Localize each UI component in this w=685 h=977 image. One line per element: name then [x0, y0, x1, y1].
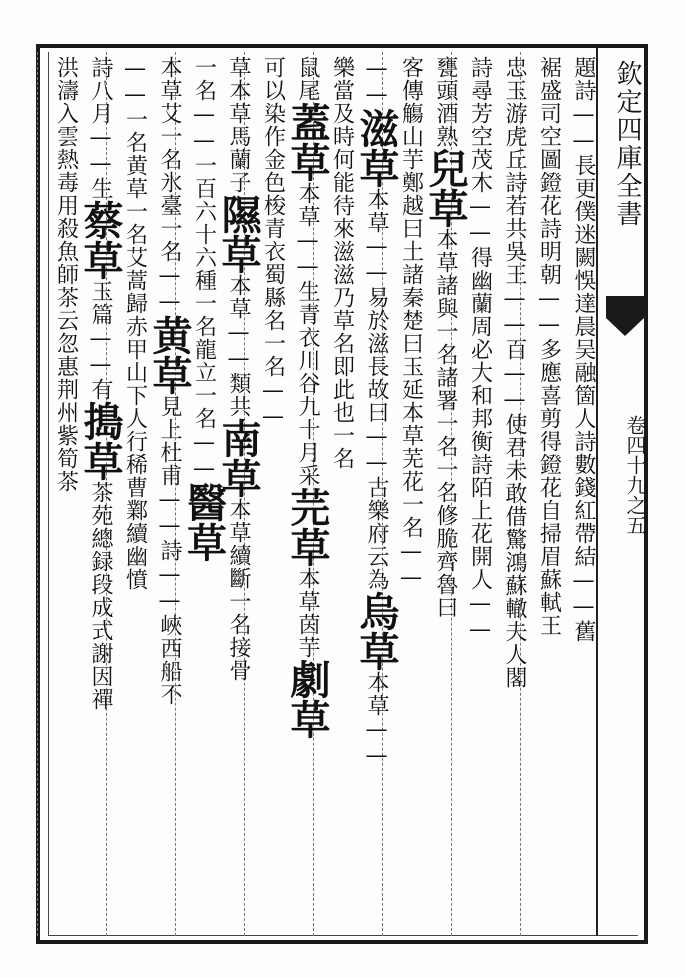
text-run: 山芋鄭越曰土諸秦楚曰玉延本草芜花一名—— — [398, 125, 424, 591]
text-run: 詩八月——生 — [88, 56, 113, 200]
text-run: 洪濤入雲熱 — [53, 56, 79, 171]
text-run: 詩尋芳空茂木——得幽蘭周必大和邦衡詩陌上花開人—— — [467, 56, 493, 643]
text-run: 甕頭酒熟 — [433, 56, 458, 148]
text-run: 歸赤甲山下人行稀曹鄴續幽憤 — [122, 292, 148, 591]
text-run: 本草諸與一名諸署一名 — [433, 228, 458, 458]
text-run: 闕 — [571, 246, 596, 269]
text-column — [39, 56, 83, 934]
text-run: 鼠尾 — [295, 56, 320, 102]
text-run: 忠玉游虎丘詩若共吳王——百——使君未敢借驚鴻蘇轍夫人閣 — [502, 56, 527, 689]
headword: 黄草 — [146, 315, 193, 395]
headword: 滋草 — [353, 108, 400, 188]
text-run: 一名修脆齊魯曰 — [433, 458, 458, 619]
column-divider — [37, 52, 38, 936]
text-run: 客傳觴 — [398, 56, 424, 125]
text-run: 本草馬蘭子 — [226, 79, 251, 194]
text-run: 悞達晨吴融箇人詩數錢紅帶結——舊 — [571, 269, 596, 643]
headword: 兒草 — [422, 148, 469, 228]
text-run: 本草——易於滋長故曰——古樂府云為 — [364, 188, 389, 591]
text-run: 草 — [226, 56, 251, 79]
text-run: 茶苑總録段成式謝因禪 — [88, 481, 113, 711]
text-run: 本草——類共 — [226, 274, 251, 418]
headword: 搗草 — [77, 401, 124, 481]
headword: 隰草 — [215, 194, 262, 274]
headword: 蔡草 — [77, 200, 124, 280]
text-run: 題詩 — [571, 56, 596, 102]
text-run: 裾盛司空圖鐙花詩明朝——多應喜剪得鐙花自掃眉蘇軾王 — [536, 56, 562, 637]
text-run: 一百六十六種 — [191, 154, 217, 292]
volume-label: 卷四十九之五 — [623, 415, 647, 535]
headword: 烏草 — [353, 591, 400, 671]
text-run: 本草——生青衣川谷九十月采 — [295, 182, 320, 487]
headword: 芫草 — [284, 487, 331, 567]
text-run: 玉篇——有 — [88, 280, 113, 401]
gutter-title: 欽定四庫全書 — [612, 60, 642, 228]
headword: 醫草 — [180, 482, 228, 562]
text-run: 一名—— — [191, 56, 217, 154]
text-run: 本草茵芋 — [295, 567, 320, 659]
text-run: 毒用殺魚 — [53, 171, 79, 263]
text-run: 樂當及時何能待來滋滋乃草名即此也 — [329, 56, 355, 424]
text-run: 本草艾一名氷臺一名—— — [157, 56, 182, 315]
text-run: 一名龍立一名—— — [191, 292, 217, 482]
text-run: ——一名黄草一名艾蒿 — [122, 56, 148, 292]
text-run: 見上杜甫——詩——峽西船不 — [157, 395, 182, 706]
text-run: 本草—— — [364, 671, 389, 769]
text-run: 本草續斷一名接骨 — [226, 498, 251, 682]
text-run: 一名 — [329, 424, 355, 470]
text-run: 一名—— — [260, 332, 286, 430]
headword: 南草 — [215, 418, 262, 498]
fishtail-mark-icon — [604, 296, 646, 336]
text-run: 師茶云忽惠荆州紫筍茶 — [53, 263, 79, 493]
text-run: 可以染作金色梭青衣蜀縣名 — [260, 56, 286, 332]
text-run: —— — [364, 56, 389, 108]
headword: 蓋草 — [284, 102, 331, 182]
text-run: ——長更僕迷 — [571, 102, 596, 246]
headword: 劇草 — [284, 659, 331, 739]
